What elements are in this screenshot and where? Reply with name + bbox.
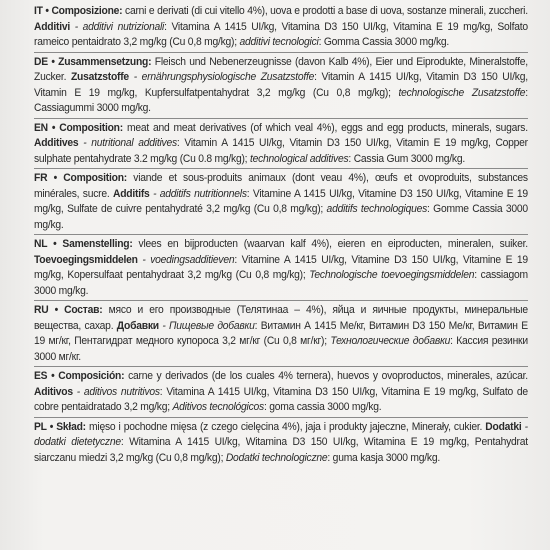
composition-heading: Состав:	[64, 304, 103, 316]
composition-text: Fleisch und Nebenerzeugnisse (davon Kalb 4%), Eier und Eiprodukte, Mineralstoffe, Zucker.	[34, 55, 528, 83]
additives-text: : Vitamine A 1415 UI/kg, Vitamine D3 150 UI/kg, Vitamine E 19 mg/kg, Sulfate de cuivre pentahydraté 3,2 mg/kg (Cu 0,8 mg/kg);	[34, 187, 528, 215]
section-text	[34, 171, 528, 233]
additives-text: : Vitamina A 1415 UI/kg, Vitamina D3 150 UI/kg, Vitamina E 19 mg/kg, Sulfato de cobre pentaidratado 3,2 mg/kg;	[34, 385, 528, 413]
additives-text: : Витамин А 1415 Ме/кг, Витамин D3 150 Ме/кг, Витамин Е 19 мг/кг, Пентагидрат медного купороса 3,2 мг/кг (Cu 0,8 мг/кг);	[34, 319, 528, 347]
separator: •	[48, 304, 65, 316]
additives-subtype: - aditivos nutritivos	[72, 385, 160, 398]
section-text	[34, 303, 528, 365]
section-nl	[34, 237, 528, 299]
technological-additives-label: Технологические добавки	[330, 335, 451, 347]
technological-additives-text: : Кассия резинки 3000 мг/кг.	[34, 335, 528, 363]
section-divider	[34, 366, 528, 367]
language-code: PL	[34, 420, 47, 433]
composition-heading: Composition:	[59, 121, 123, 134]
technological-additives-label: Technologische toevoegingsmiddelen	[309, 269, 475, 281]
additives-text: : Vitamin A 1415 UI/kg, Vitamin D3 150 UI/kg, Vitamin E 19 mg/kg, Kupfersulfatpentahydrat 3,2 mg/kg (Cu 0,8 mg/kg);	[34, 71, 528, 99]
section-fr	[34, 171, 528, 233]
additives-label: Additivi	[34, 20, 70, 33]
language-code: FR	[34, 172, 48, 184]
language-code: IT	[34, 5, 43, 17]
section-ru	[34, 303, 528, 365]
additives-label: Toevoegingsmiddelen	[34, 253, 138, 266]
technological-additives-label: additifs technologiques	[326, 203, 428, 215]
section-pl	[34, 420, 528, 467]
additives-label: Additifs	[113, 187, 150, 200]
section-en	[34, 121, 528, 168]
technological-additives-label: additivi tecnologici	[239, 36, 319, 48]
additives-text: : Vitamine A 1415 UI/kg, Vitamine D3 150 UI/kg, Vitamine E 19 mg/kg, Kopersulfaat pentahydraat 3,2 mg/kg (Cu 0,8 mg/kg);	[34, 253, 528, 281]
section-text	[34, 4, 528, 51]
section-text	[34, 420, 528, 467]
ingredients-sections	[34, 4, 528, 466]
additives-subtype: - voedingsadditieven	[137, 253, 235, 266]
composition-heading: Composizione:	[51, 5, 123, 17]
technological-additives-text: : goma cassia 3000 mg/kg.	[263, 401, 382, 413]
composition-text: мясо и его производные (Телятинаа – 4%), яйца и яичные продукты, минеральные вещества, сахар.	[34, 304, 528, 332]
technological-additives-text: : Cassiagummi 3000 mg/kg.	[34, 86, 528, 114]
additives-label: Aditivos	[34, 385, 73, 398]
additives-subtype: - additivi nutrizionali	[69, 20, 165, 33]
technological-additives-text: : Gomme Cassia 3000 mg/kg.	[34, 203, 528, 231]
separator: •	[47, 121, 60, 134]
section-it	[34, 4, 528, 51]
additives-subtype: - Пищевые добавки	[158, 319, 255, 332]
technological-additives-text: : Gomma Cassia 3000 mg/kg.	[318, 36, 450, 48]
additives-subtype: - dodatki dietetyczne	[34, 420, 528, 448]
technological-additives-label: Aditivos tecnológicos	[172, 401, 264, 413]
technological-additives-text: : cassiagom 3000 mg/kg.	[34, 269, 528, 297]
section-divider	[34, 417, 528, 418]
composition-text: viande et sous-produits animaux (dont veau 4%), œufs et ovoproduits, substances minérales, sucre.	[34, 172, 528, 200]
section-divider	[34, 234, 528, 235]
additives-label: Добавки	[116, 319, 159, 332]
separator: •	[47, 55, 59, 68]
language-code: ES	[34, 370, 48, 382]
section-text	[34, 121, 528, 168]
composition-text: carni e derivati (di cui vitello 4%), uova e prodotti a base di uova, sostanze minerali, zuccheri.	[122, 5, 528, 17]
section-divider	[34, 300, 528, 301]
separator: •	[42, 5, 52, 17]
additives-subtype: - nutritional additives	[78, 137, 177, 149]
separator: •	[47, 172, 64, 184]
additives-text: : Vitamina A 1415 UI/kg, Vitamina D3 150 UI/kg, Vitamina E 19 mg/kg, Solfato rameico pentaidrato 3,2 mg/kg (Cu 0,8 mg/kg);	[34, 20, 528, 48]
additives-label: Additives	[34, 137, 79, 149]
composition-heading: Composition:	[63, 172, 127, 184]
language-code: RU	[34, 304, 49, 316]
language-code: NL	[34, 238, 48, 250]
additives-label: Zusatzstoffe	[70, 71, 129, 83]
section-text	[34, 55, 528, 117]
composition-text: vlees en bijproducten (waarvan kalf 4%), eieren en eiproducten, mineralen, suiker.	[132, 238, 528, 250]
section-de	[34, 55, 528, 117]
additives-text: : Vitamin A 1415 UI/kg, Vitamin D3 150 UI/kg, Vitamin E 19 mg/kg, Copper sulphate pentahydrate 3.2 mg/kg (Cu 0.8 mg/kg);	[34, 137, 528, 165]
section-divider	[34, 168, 528, 169]
separator: •	[47, 238, 63, 250]
technological-additives-label: technological additives	[249, 152, 349, 165]
composition-heading: Zusammensetzung:	[58, 55, 152, 68]
section-text	[34, 237, 528, 299]
additives-label: Dodatki	[485, 420, 522, 433]
additives-subtype: - ernährungsphysiologische Zusatzstoffe	[128, 71, 315, 83]
technological-additives-text: : guma kasja 3000 mg/kg.	[327, 451, 440, 464]
section-es	[34, 369, 528, 416]
composition-text: mięso i pochodne mięsa (z czego cielęcina 4%), jaja i produkty jajeczne, Minerały, cukier.	[85, 420, 486, 433]
additives-subtype: - additifs nutritionnels	[149, 187, 247, 200]
composition-heading: Composición:	[58, 370, 125, 382]
composition-heading: Skład:	[56, 420, 86, 433]
section-divider	[34, 52, 528, 53]
section-divider	[34, 118, 528, 119]
technological-additives-label: Dodatki technologiczne	[225, 451, 328, 464]
technological-additives-text: : Cassia Gum 3000 mg/kg.	[348, 152, 465, 165]
composition-text: carne y derivados (de los cuales 4% ternera), huevos y ovoproductos, minerales, azúcar.	[124, 370, 528, 382]
composition-text: meat and meat derivatives (of which veal 4%), eggs and egg products, minerals, sugars.	[122, 121, 528, 134]
additives-text: : Witamina A 1415 UI/kg, Witamina D3 150 UI/kg, Witamina E 19 mg/kg, Pentahydrat siarczanu miedzi 3,2 mg/kg (Cu 0,8 mg/kg);	[34, 436, 528, 464]
section-text	[34, 369, 528, 416]
technological-additives-label: technologische Zusatzstoffe	[398, 86, 526, 99]
composition-heading: Samenstelling:	[62, 238, 133, 250]
separator: •	[47, 370, 59, 382]
language-code: EN	[34, 121, 48, 134]
separator: •	[46, 420, 57, 433]
language-code: DE	[34, 55, 48, 68]
